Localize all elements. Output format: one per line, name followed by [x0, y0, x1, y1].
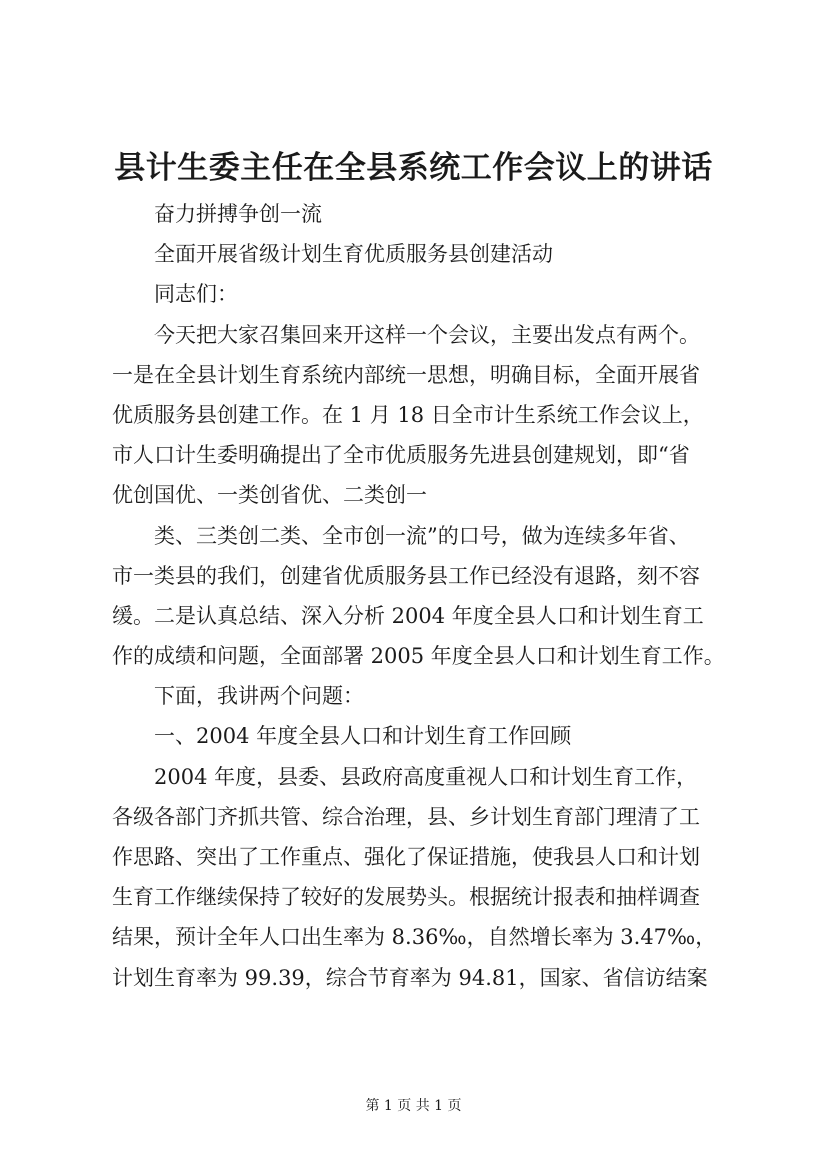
- body-line: 各级各部门齐抓共管、综合治理，县、乡计划生育部门理清了工: [112, 804, 700, 829]
- body-line: 优创国优、一类创省优、二类创一: [112, 483, 427, 508]
- document-body: [112, 194, 752, 998]
- body-line: 缓。二是认真总结、深入分析 2004 年度全县人口和计划生育工: [112, 603, 704, 628]
- body-line: 下面，我讲两个问题：: [154, 684, 364, 709]
- body-line: 奋力拼搏争创一流: [154, 202, 322, 226]
- body-line: 同志们：: [154, 282, 238, 307]
- body-line: 结果，预计全年人口出生率为 8.36‰，自然增长率为 3.47‰，: [112, 925, 717, 950]
- body-line: 2004 年度，县委、县政府高度重视人口和计划生育工作，: [154, 764, 698, 789]
- body-line: 作的成绩和问题，全面部署 2005 年度全县人口和计划生育工作。: [112, 644, 725, 669]
- document-title: 县计生委主任在全县系统工作会议上的讲话: [114, 150, 713, 186]
- body-line: 优质服务县创建工作。在 1 月 18 日全市计生系统工作会议上，: [112, 402, 704, 427]
- body-line: 市人口计生委明确提出了全市优质服务先进县创建规划，即“省: [112, 443, 690, 468]
- body-line: 一是在全县计划生育系统内部统一思想，明确目标，全面开展省: [112, 362, 700, 387]
- body-line: 今天把大家召集回来开这样一个会议，主要出发点有两个。: [154, 322, 700, 347]
- body-line: 全面开展省级计划生育优质服务县创建活动: [154, 242, 553, 267]
- page-footer: 第 1 页 共 1 页: [365, 1098, 462, 1114]
- body-line: 一、2004 年度全县人口和计划生育工作回顾: [154, 724, 572, 749]
- body-line: 类、三类创二类、全市创一流”的口号，做为连续多年省、: [154, 523, 690, 548]
- body-line: 作思路、突出了工作重点、强化了保证措施，使我县人口和计划: [112, 845, 700, 869]
- body-line: 生育工作继续保持了较好的发展势头。根据统计报表和抽样调查: [112, 885, 700, 910]
- body-line: 计划生育率为 99.39，综合节育率为 94.81，国家、省信访结案: [112, 965, 708, 990]
- body-line: 市一类县的我们，创建省优质服务县工作已经没有退路，刻不容: [112, 563, 700, 588]
